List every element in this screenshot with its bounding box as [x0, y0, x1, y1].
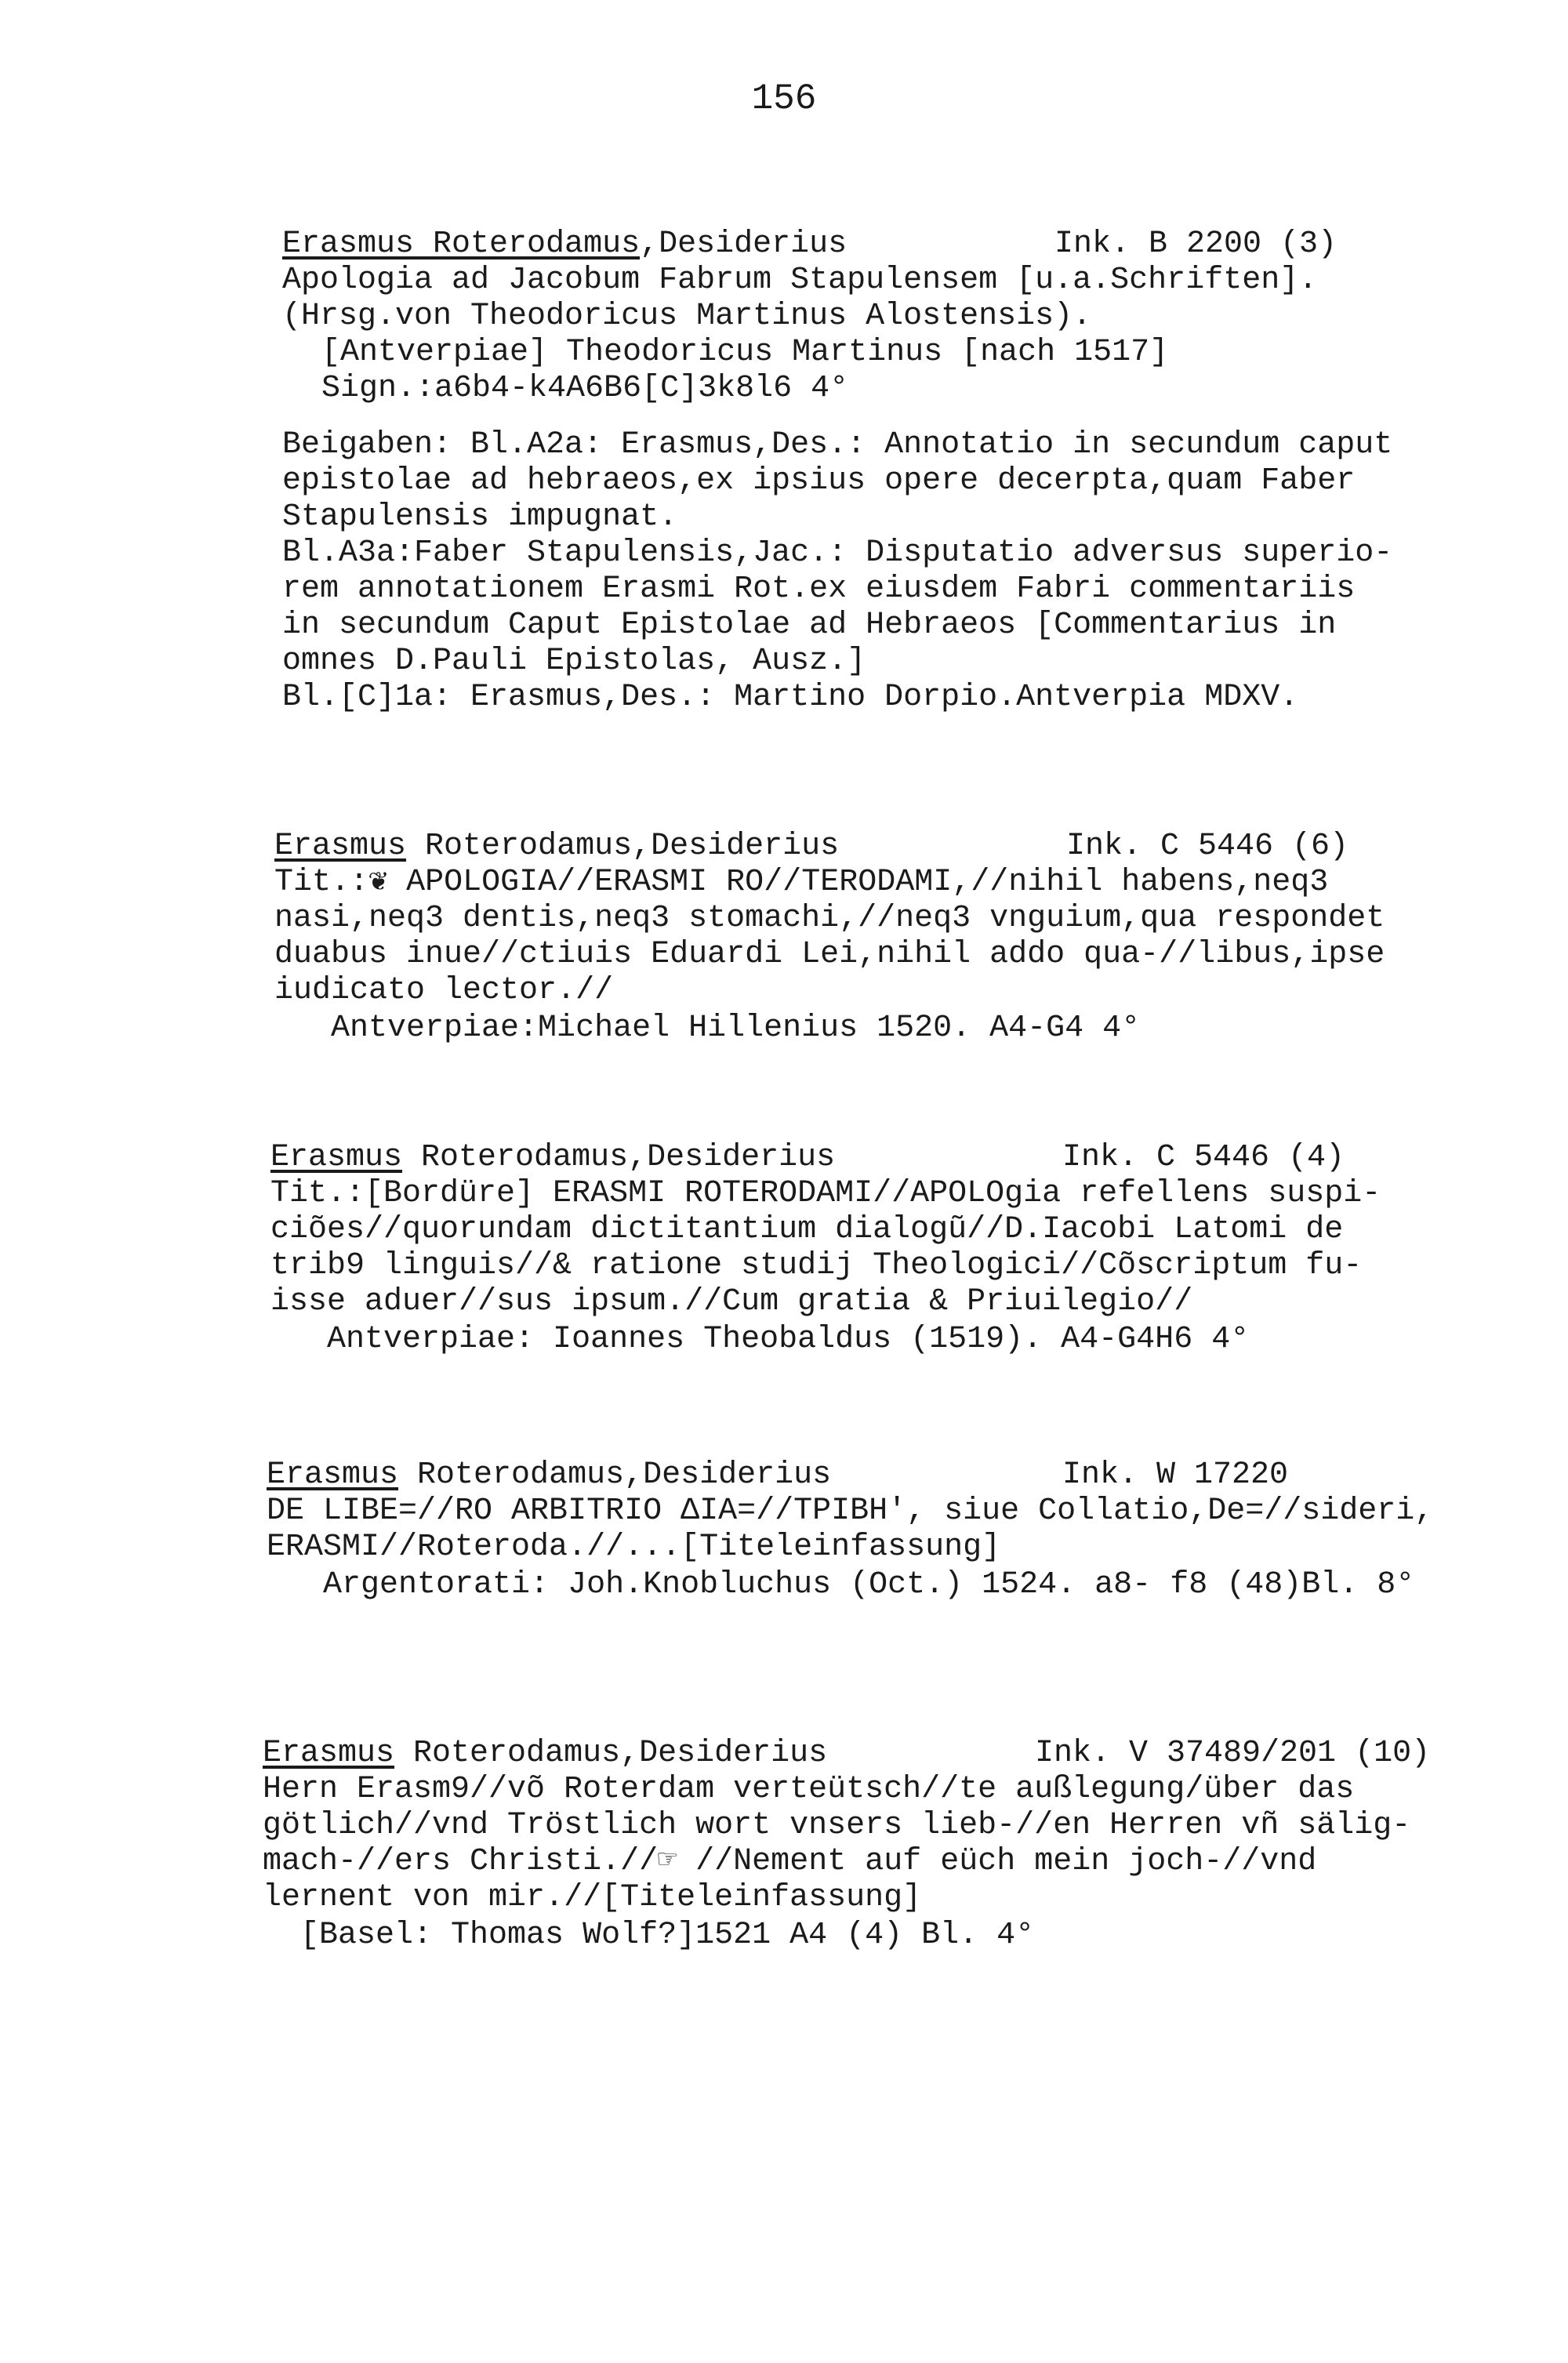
page-number: 156	[751, 78, 817, 119]
entry-line: götlich//vnd Tröstlich wort vnsers lieb-//en Herren vñ sälig-	[263, 1808, 1411, 1843]
entry-line: [Antverpiae] Theodoricus Martinus [nach 1517]	[321, 335, 1169, 370]
entry-line: lernent von mir.//[Titeleinfassung]	[263, 1880, 922, 1915]
entry-line: DE LIBE=//RO ARBITRIO ΔIA=//TPIBH', siue Collatio,De=//sideri,	[267, 1494, 1434, 1529]
author-forename: Roterodamus,Desiderius	[406, 829, 840, 864]
entry-line: Apologia ad Jacobum Fabrum Stapulensem [u.a.Schriften].	[282, 263, 1318, 298]
author-name: Erasmus Roterodamus	[282, 227, 641, 262]
author-name: Erasmus	[263, 1736, 395, 1771]
shelfmark: Ink. V 37489/201 (10)	[1035, 1736, 1431, 1771]
entry-line: mach-//ers Christi.//☞ //Nement auf eüch mein joch-//vnd	[263, 1844, 1317, 1879]
entry-line: Bl.A3a:Faber Stapulensis,Jac.: Disputatio adversus superio-	[282, 535, 1393, 571]
entry-line: Beigaben: Bl.A2a: Erasmus,Des.: Annotatio in secundum caput	[282, 427, 1393, 463]
author-forename: ,Desiderius	[640, 227, 848, 262]
entry-line: trib9 linguis//& ratione studij Theologici//Cõscriptum fu-	[270, 1248, 1363, 1283]
entry-line: Tit.:[Bordüre] ERASMI ROTERODAMI//APOLOgia refellens suspi-	[270, 1176, 1381, 1211]
author-forename: Roterodamus,Desiderius	[394, 1736, 828, 1771]
entry-line: duabus inue//ctiuis Eduardi Lei,nihil addo qua-//libus,ipse	[274, 937, 1385, 972]
shelfmark: Ink. B 2200 (3)	[1054, 227, 1338, 262]
entry-line: in secundum Caput Epistolae ad Hebraeos [Commentarius in	[282, 608, 1337, 643]
entry-heading	[267, 1458, 831, 1493]
author-name: Erasmus	[274, 829, 407, 864]
shelfmark: Ink. C 5446 (6)	[1066, 829, 1349, 864]
entry-line: omnes D.Pauli Epistolas, Ausz.]	[282, 644, 866, 679]
entry-line: nasi,neq3 dentis,neq3 stomachi,//neq3 vnguium,qua respondet	[274, 901, 1385, 936]
entry-line: iudicato lector.//	[274, 973, 614, 1008]
entry-line: Tit.:❦ APOLOGIA//ERASMI RO//TERODAMI,//nihil habens,neq3	[274, 865, 1329, 900]
author-forename: Roterodamus,Desiderius	[398, 1457, 832, 1493]
entry-line: Antverpiae: Ioannes Theobaldus (1519). A4-G4H6 4°	[270, 1322, 1250, 1357]
entry-line: ERASMI//Roteroda.//...[Titeleinfassung]	[267, 1530, 1001, 1565]
author-forename: Roterodamus,Desiderius	[402, 1140, 836, 1175]
entry-line: Argentorati: Joh.Knobluchus (Oct.) 1524. a8- f8 (48)Bl. 8°	[267, 1567, 1415, 1603]
entry-line: Sign.:a6b4-k4A6B6[C]3k8l6 4°	[321, 371, 849, 406]
entry-line: Hern Erasm9//võ Roterdam verteütsch//te außlegung/über das	[263, 1772, 1355, 1807]
entry-line: rem annotationem Erasmi Rot.ex eiusdem Fabri commentariis	[282, 572, 1356, 607]
entry-heading	[282, 227, 847, 262]
entry-heading	[270, 1141, 835, 1175]
author-name: Erasmus	[267, 1457, 399, 1493]
entry-heading	[263, 1737, 827, 1771]
entry-line: [Basel: Thomas Wolf?]1521 A4 (4) Bl. 4°	[263, 1918, 1035, 1953]
author-name: Erasmus	[270, 1140, 403, 1175]
entry-heading	[274, 829, 839, 864]
entry-line: ciões//quorundam dictitantium dialogũ//D.Iacobi Latomi de	[270, 1212, 1344, 1247]
shelfmark: Ink. W 17220	[1062, 1457, 1289, 1493]
entry-line: (Hrsg.von Theodoricus Martinus Alostensis).	[282, 299, 1092, 334]
shelfmark: Ink. C 5446 (4)	[1062, 1140, 1345, 1175]
entry-line: Bl.[C]1a: Erasmus,Des.: Martino Dorpio.Antverpia MDXV.	[282, 680, 1299, 715]
entry-line: isse aduer//sus ipsum.//Cum gratia & Priuilegio//	[270, 1284, 1193, 1319]
entry-line: Antverpiae:Michael Hillenius 1520. A4-G4 4°	[274, 1011, 1141, 1046]
entry-line: epistolae ad hebraeos,ex ipsius opere decerpta,quam Faber	[282, 463, 1356, 499]
entry-line: Stapulensis impugnat.	[282, 499, 678, 535]
